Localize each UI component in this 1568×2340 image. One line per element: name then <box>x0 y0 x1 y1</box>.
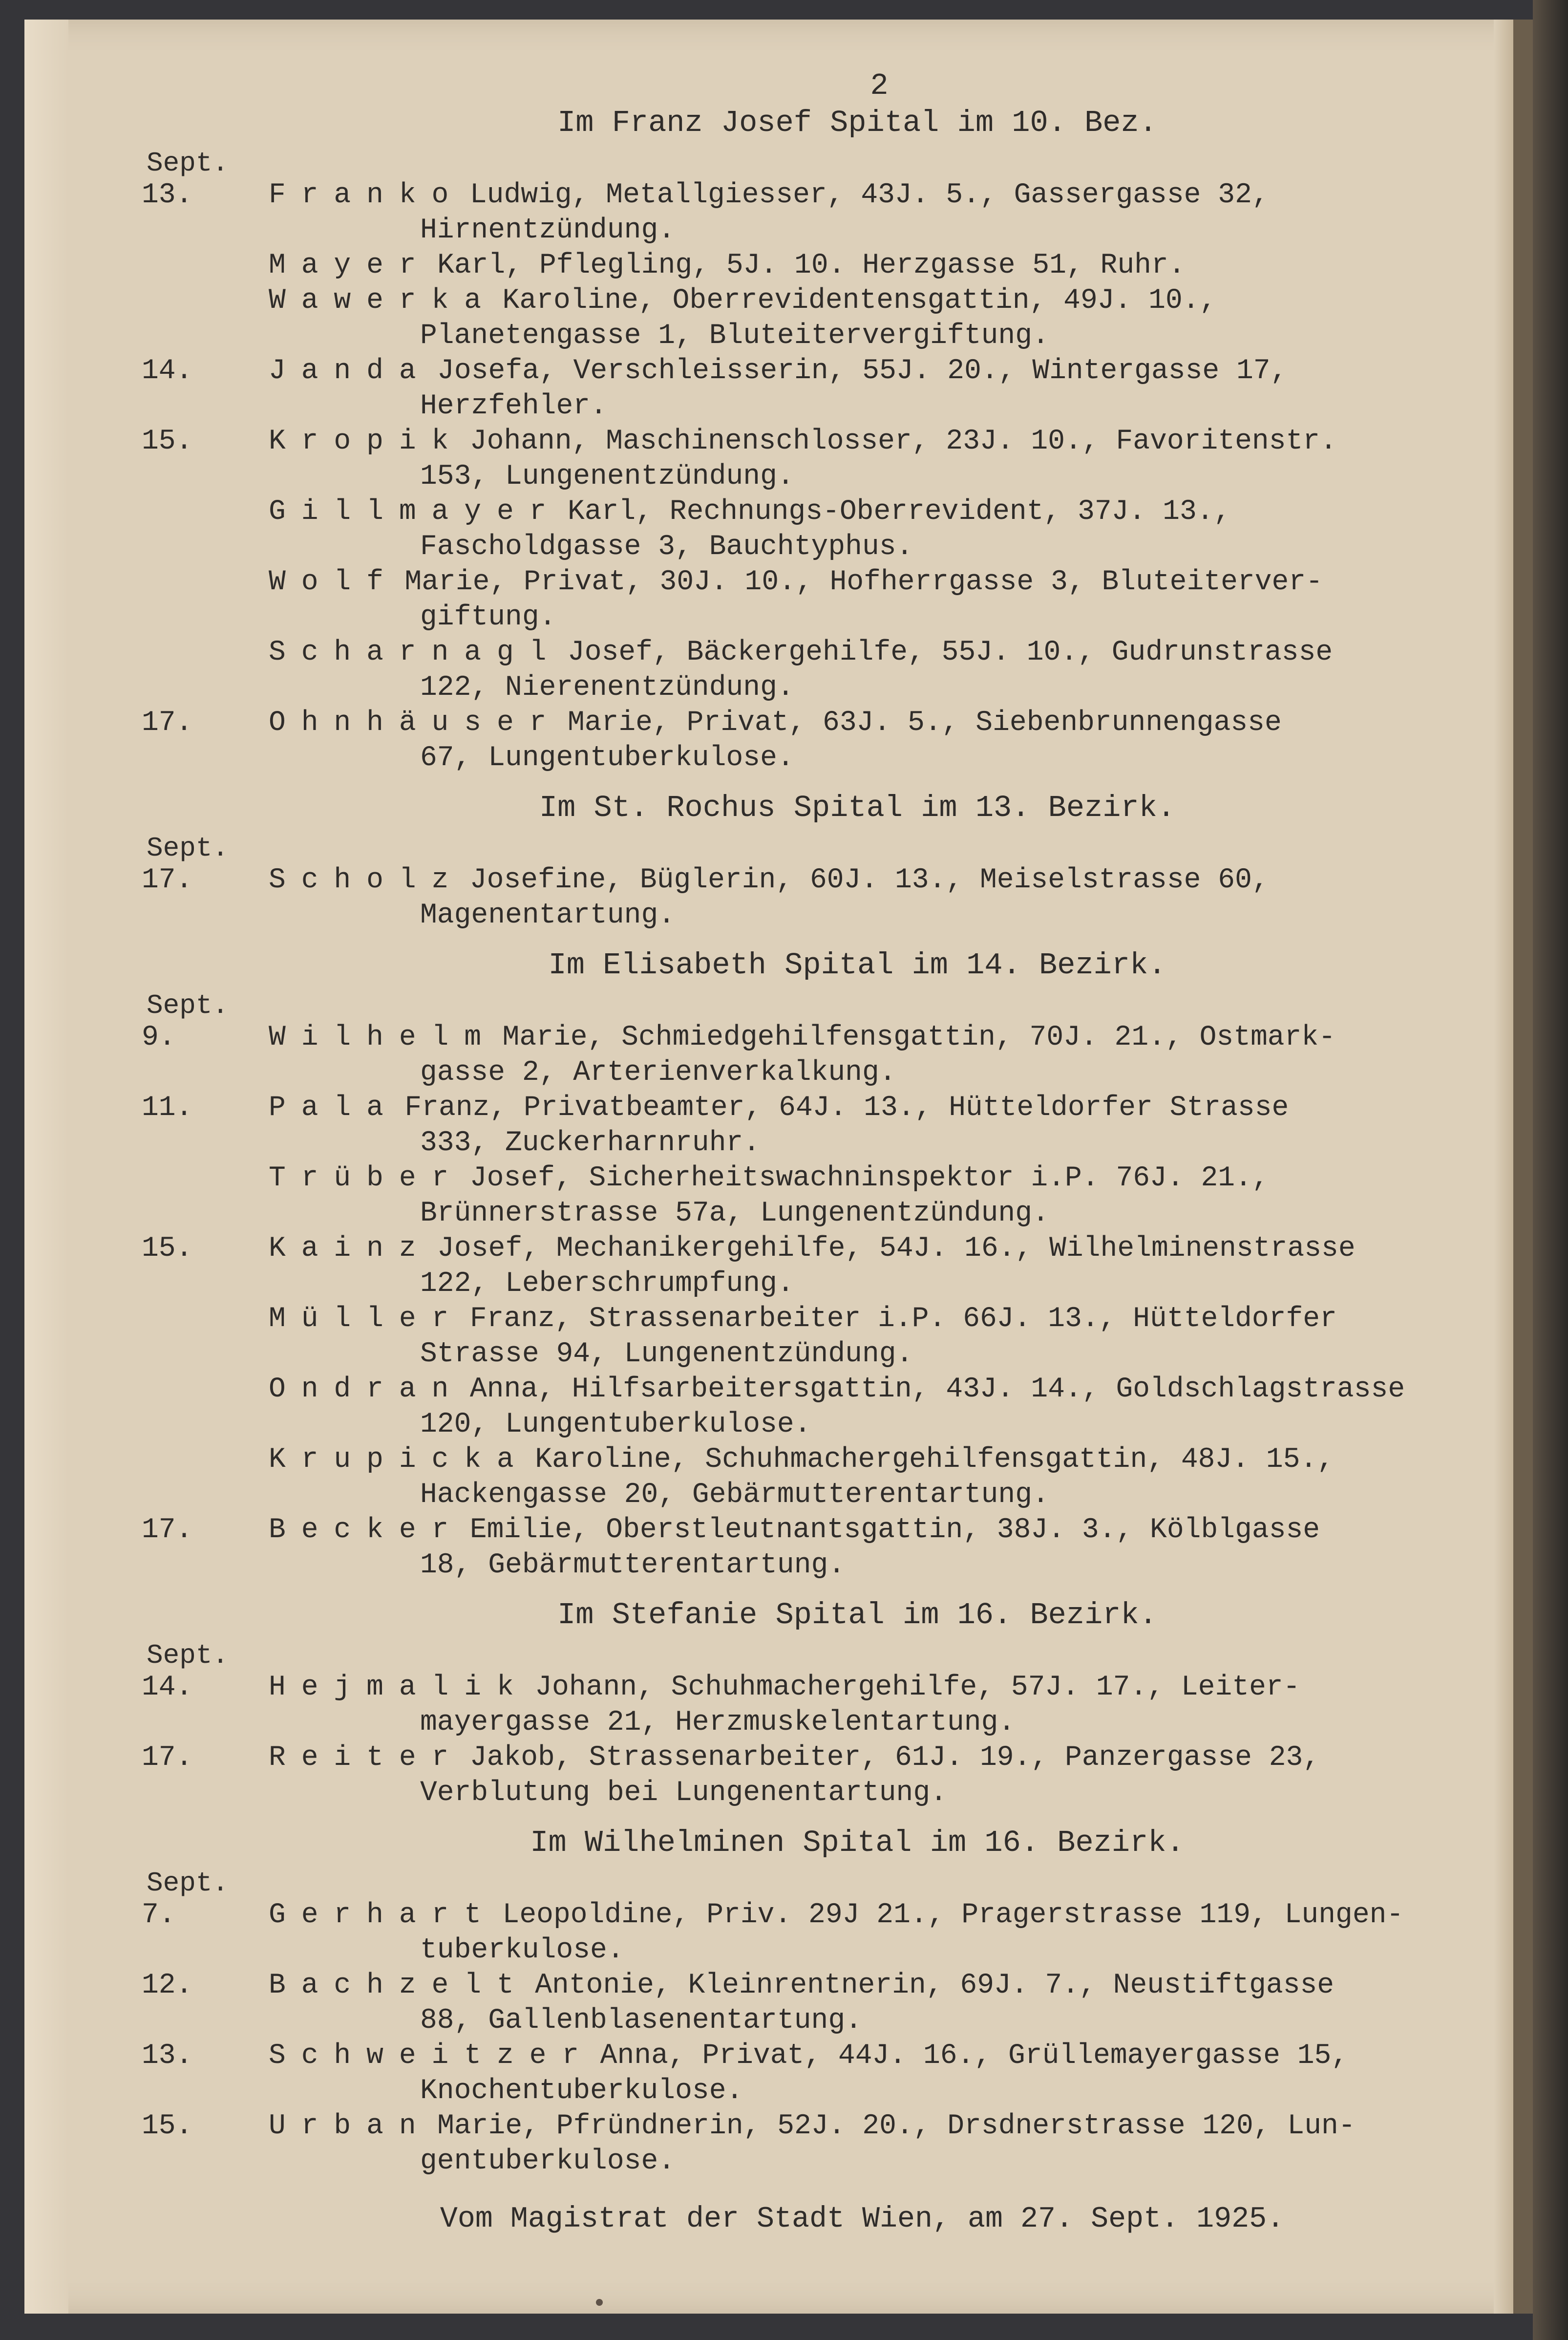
hospital-section <box>142 1825 1529 2179</box>
entry-details: Franz, Privatbeamter, 64J. 13., Hütteldorfer Strasse <box>404 1092 1289 1124</box>
entry-first-line <box>166 2109 1529 2144</box>
entry-first-line <box>166 1898 1529 1933</box>
entry-continuation-line: Magenentartung. <box>420 900 676 931</box>
entry-first-line <box>166 1372 1529 1407</box>
death-entry <box>142 1020 1529 1091</box>
death-entry <box>142 1968 1529 2039</box>
entry-continuation-line: 333, Zuckerharnruhr. <box>420 1127 761 1159</box>
entry-surname: Becker <box>269 1514 465 1546</box>
entry-continuation-line: 120, Lungentuberkulose. <box>420 1409 811 1440</box>
entry-first-line <box>166 565 1529 600</box>
entry-details: Anna, Privat, 44J. 16., Grüllemayergasse 15, <box>600 2040 1349 2072</box>
entry-continuation-line: gentuberkulose. <box>420 2146 676 2177</box>
entry-first-line <box>166 354 1529 389</box>
entry-continuation-line: Verblutung bei Lungenentartung. <box>420 1777 947 1809</box>
entry-first-line <box>166 863 1529 898</box>
entry-first-line <box>166 1161 1529 1196</box>
entry-continuation-line: gasse 2, Arterienverkalkung. <box>420 1057 896 1089</box>
entry-first-line <box>166 494 1529 530</box>
entry-details: Antonie, Kleinrentnerin, 69J. 7., Neustiftgasse <box>535 1970 1335 2001</box>
entry-details: Josefa, Verschleisserin, 55J. 20., Wintergasse 17, <box>437 355 1288 387</box>
entry-day: 17. <box>142 707 193 739</box>
entry-surname: Wolf <box>269 566 399 598</box>
entry-continuation-line: tuberkulose. <box>420 1934 624 1966</box>
entry-surname: Schweitzer <box>269 2040 595 2072</box>
entry-details: Karoline, Oberrevidentensgattin, 49J. 10., <box>502 285 1217 317</box>
entry-continuation-line: 88, Gallenblasenentartung. <box>420 2005 862 2037</box>
entry-surname: Wilhelm <box>269 1022 497 1053</box>
entry-day: 7. <box>142 1899 176 1931</box>
hospital-heading: Im St. Rochus Spital im 13. Bezirk. <box>539 791 1176 825</box>
death-entry <box>142 178 1529 248</box>
entry-details: Karoline, Schuhmachergehilfensgattin, 48J. 15., <box>535 1444 1335 1476</box>
hospital-section <box>142 106 1529 776</box>
death-entry <box>142 863 1529 933</box>
entry-surname: Gerhart <box>269 1899 497 1931</box>
entry-day: 15. <box>142 2110 193 2142</box>
entry-details: Josef, Mechanikergehilfe, 54J. 16., Wilhelminenstrasse <box>437 1233 1356 1265</box>
typed-text-area <box>142 68 1529 2237</box>
entry-day: 14. <box>142 355 193 387</box>
document-page <box>24 20 1533 2314</box>
death-entry <box>166 283 1529 354</box>
entry-surname: Urban <box>269 2110 432 2142</box>
entry-surname: Wawerka <box>269 285 497 317</box>
death-entry <box>166 1161 1529 1231</box>
entry-continuation-line: 18, Gebärmutterentartung. <box>420 1549 846 1581</box>
hospital-heading: Im Franz Josef Spital im 10. Bez. <box>557 106 1157 140</box>
closing-line: Vom Magistrat der Stadt Wien, am 27. Sept. 1925. <box>440 2203 1285 2236</box>
month-label: Sept. <box>147 990 229 1021</box>
entry-first-line <box>166 248 1529 283</box>
entry-surname: Krupicka <box>269 1444 530 1476</box>
entry-details: Johann, Maschinenschlosser, 23J. 10., Favoritenstr. <box>469 426 1337 457</box>
entry-continuation-line: mayergasse 21, Herzmuskelentartung. <box>420 1707 1016 1739</box>
entry-details: Ludwig, Metallgiesser, 43J. 5., Gassergasse 32, <box>469 179 1269 211</box>
month-label: Sept. <box>147 148 229 179</box>
entry-details: Josefine, Büglerin, 60J. 13., Meiselstrasse 60, <box>469 864 1269 896</box>
hospital-heading: Im Stefanie Spital im 16. Bezirk. <box>557 1598 1157 1632</box>
death-entry <box>142 1898 1529 1968</box>
death-entry <box>166 248 1529 283</box>
entry-details: Karl, Pflegling, 5J. 10. Herzgasse 51, Ruhr. <box>437 250 1186 281</box>
entry-first-line <box>166 1968 1529 2003</box>
death-entry <box>166 635 1529 706</box>
entry-details: Anna, Hilfsarbeitersgattin, 43J. 14., Goldschlagstrasse <box>469 1374 1405 1405</box>
entry-day: 14. <box>142 1672 193 1703</box>
entry-day: 13. <box>142 2040 193 2072</box>
hospital-heading: Im Elisabeth Spital im 14. Bezirk. <box>548 948 1166 983</box>
death-entry <box>166 1302 1529 1372</box>
entry-first-line <box>166 1442 1529 1478</box>
entry-surname: Gillmayer <box>269 496 562 528</box>
entry-continuation-line: Hirnentzündung. <box>420 215 676 246</box>
entry-details: Johann, Schuhmachergehilfe, 57J. 17., Leiter- <box>535 1672 1300 1703</box>
entry-first-line <box>166 1740 1529 1776</box>
entry-surname: Reiter <box>269 1742 465 1774</box>
entry-continuation-line: Hackengasse 20, Gebärmutterentartung. <box>420 1479 1049 1511</box>
entry-first-line <box>166 1020 1529 1055</box>
hospital-heading: Im Wilhelminen Spital im 16. Bezirk. <box>530 1825 1185 1860</box>
death-entry <box>142 2109 1529 2179</box>
page-edge-left <box>24 20 68 2314</box>
entry-details: Josef, Sicherheitswachninspektor i.P. 76J. 21., <box>469 1162 1269 1194</box>
entry-details: Marie, Privat, 63J. 5., Siebenbrunnengasse <box>567 707 1282 739</box>
entry-day: 17. <box>142 1514 193 1546</box>
entry-continuation-line: Knochentuberkulose. <box>420 2075 743 2107</box>
entry-details: Josef, Bäckergehilfe, 55J. 10., Gudrunstrasse <box>567 637 1333 668</box>
entry-details: Karl, Rechnungs-Oberrevident, 37J. 13., <box>567 496 1231 528</box>
entry-day: 17. <box>142 1742 193 1774</box>
entry-continuation-line: 153, Lungenentzündung. <box>420 461 794 493</box>
entry-first-line <box>166 1513 1529 1548</box>
entry-first-line <box>166 706 1529 741</box>
death-entry <box>142 1513 1529 1583</box>
month-label: Sept. <box>147 1640 229 1671</box>
entry-details: Marie, Schmiedgehilfensgattin, 70J. 21., Ostmark- <box>502 1022 1336 1053</box>
entry-continuation-line: Fascholdgasse 3, Bauchtyphus. <box>420 531 913 563</box>
hospital-section <box>142 948 1529 1583</box>
entry-first-line <box>166 635 1529 670</box>
death-entry <box>142 706 1529 776</box>
entry-day: 11. <box>142 1092 193 1124</box>
entry-surname: Kainz <box>269 1233 432 1265</box>
entry-details: Franz, Strassenarbeiter i.P. 66J. 13., Hütteldorfer <box>469 1303 1337 1335</box>
entry-day: 15. <box>142 1233 193 1265</box>
hospital-section <box>142 791 1529 933</box>
entry-surname: Kropik <box>269 426 465 457</box>
entry-details: Emilie, Oberstleutnantsgattin, 38J. 3., Kölblgasse <box>469 1514 1320 1546</box>
entry-surname: Ohnhäuser <box>269 707 562 739</box>
death-entry <box>166 1372 1529 1442</box>
entry-first-line <box>166 424 1529 459</box>
entry-continuation-line: Strasse 94, Lungenentzündung. <box>420 1338 913 1370</box>
entry-day: 12. <box>142 1970 193 2001</box>
entry-continuation-line: Herzfehler. <box>420 390 607 422</box>
death-entry <box>142 2039 1529 2109</box>
death-entry <box>142 1740 1529 1811</box>
entry-first-line <box>166 1302 1529 1337</box>
entry-surname: Bachzelt <box>269 1970 530 2001</box>
entry-details: Marie, Pfründnerin, 52J. 20., Drsdnerstrasse 120, Lun- <box>437 2110 1356 2142</box>
entry-continuation-line: 122, Leberschrumpfung. <box>420 1268 794 1300</box>
entry-details: Leopoldine, Priv. 29J 21., Pragerstrasse 119, Lungen- <box>502 1899 1404 1931</box>
entry-surname: Trüber <box>269 1162 465 1194</box>
entry-first-line <box>166 1231 1529 1267</box>
month-label: Sept. <box>147 833 229 864</box>
binding-shadow <box>1533 0 1568 2340</box>
entry-surname: Ondran <box>269 1374 465 1405</box>
death-entry <box>142 354 1529 424</box>
month-label: Sept. <box>147 1868 229 1899</box>
hospital-sections <box>142 106 1529 2179</box>
entry-first-line <box>166 283 1529 319</box>
entry-surname: Franko <box>269 179 465 211</box>
death-entry <box>142 1091 1529 1161</box>
entry-day: 9. <box>142 1022 176 1053</box>
entry-surname: Mayer <box>269 250 432 281</box>
death-entry <box>166 565 1529 635</box>
entry-first-line <box>166 1091 1529 1126</box>
death-entry <box>142 1231 1529 1302</box>
entry-day: 17. <box>142 864 193 896</box>
entry-surname: Scharnagl <box>269 637 562 668</box>
entry-first-line <box>166 1670 1529 1705</box>
entry-surname: Müller <box>269 1303 465 1335</box>
entry-continuation-line: Planetengasse 1, Bluteitervergiftung. <box>420 320 1049 352</box>
entry-day: 13. <box>142 179 193 211</box>
hospital-section <box>142 1598 1529 1811</box>
entry-continuation-line: giftung. <box>420 601 556 633</box>
entry-continuation-line: Brünnerstrasse 57a, Lungenentzündung. <box>420 1198 1049 1229</box>
entry-day: 15. <box>142 426 193 457</box>
entry-first-line <box>166 2039 1529 2074</box>
death-entry <box>142 1670 1529 1740</box>
page-number: 2 <box>870 68 889 103</box>
death-entry <box>142 424 1529 494</box>
entry-details: Jakob, Strassenarbeiter, 61J. 19., Panzergasse 23, <box>469 1742 1320 1774</box>
entry-continuation-line: 67, Lungentuberkulose. <box>420 742 794 774</box>
entry-surname: Janda <box>269 355 432 387</box>
death-entry <box>166 1442 1529 1513</box>
entry-first-line <box>166 178 1529 213</box>
entry-surname: Hejmalik <box>269 1672 530 1703</box>
punch-hole <box>596 2299 603 2306</box>
entry-surname: Pala <box>269 1092 399 1124</box>
entry-details: Marie, Privat, 30J. 10., Hofherrgasse 3, Bluteiterver- <box>404 566 1323 598</box>
death-entry <box>166 494 1529 565</box>
entry-continuation-line: 122, Nierenentzündung. <box>420 672 794 704</box>
entry-surname: Scholz <box>269 864 465 896</box>
